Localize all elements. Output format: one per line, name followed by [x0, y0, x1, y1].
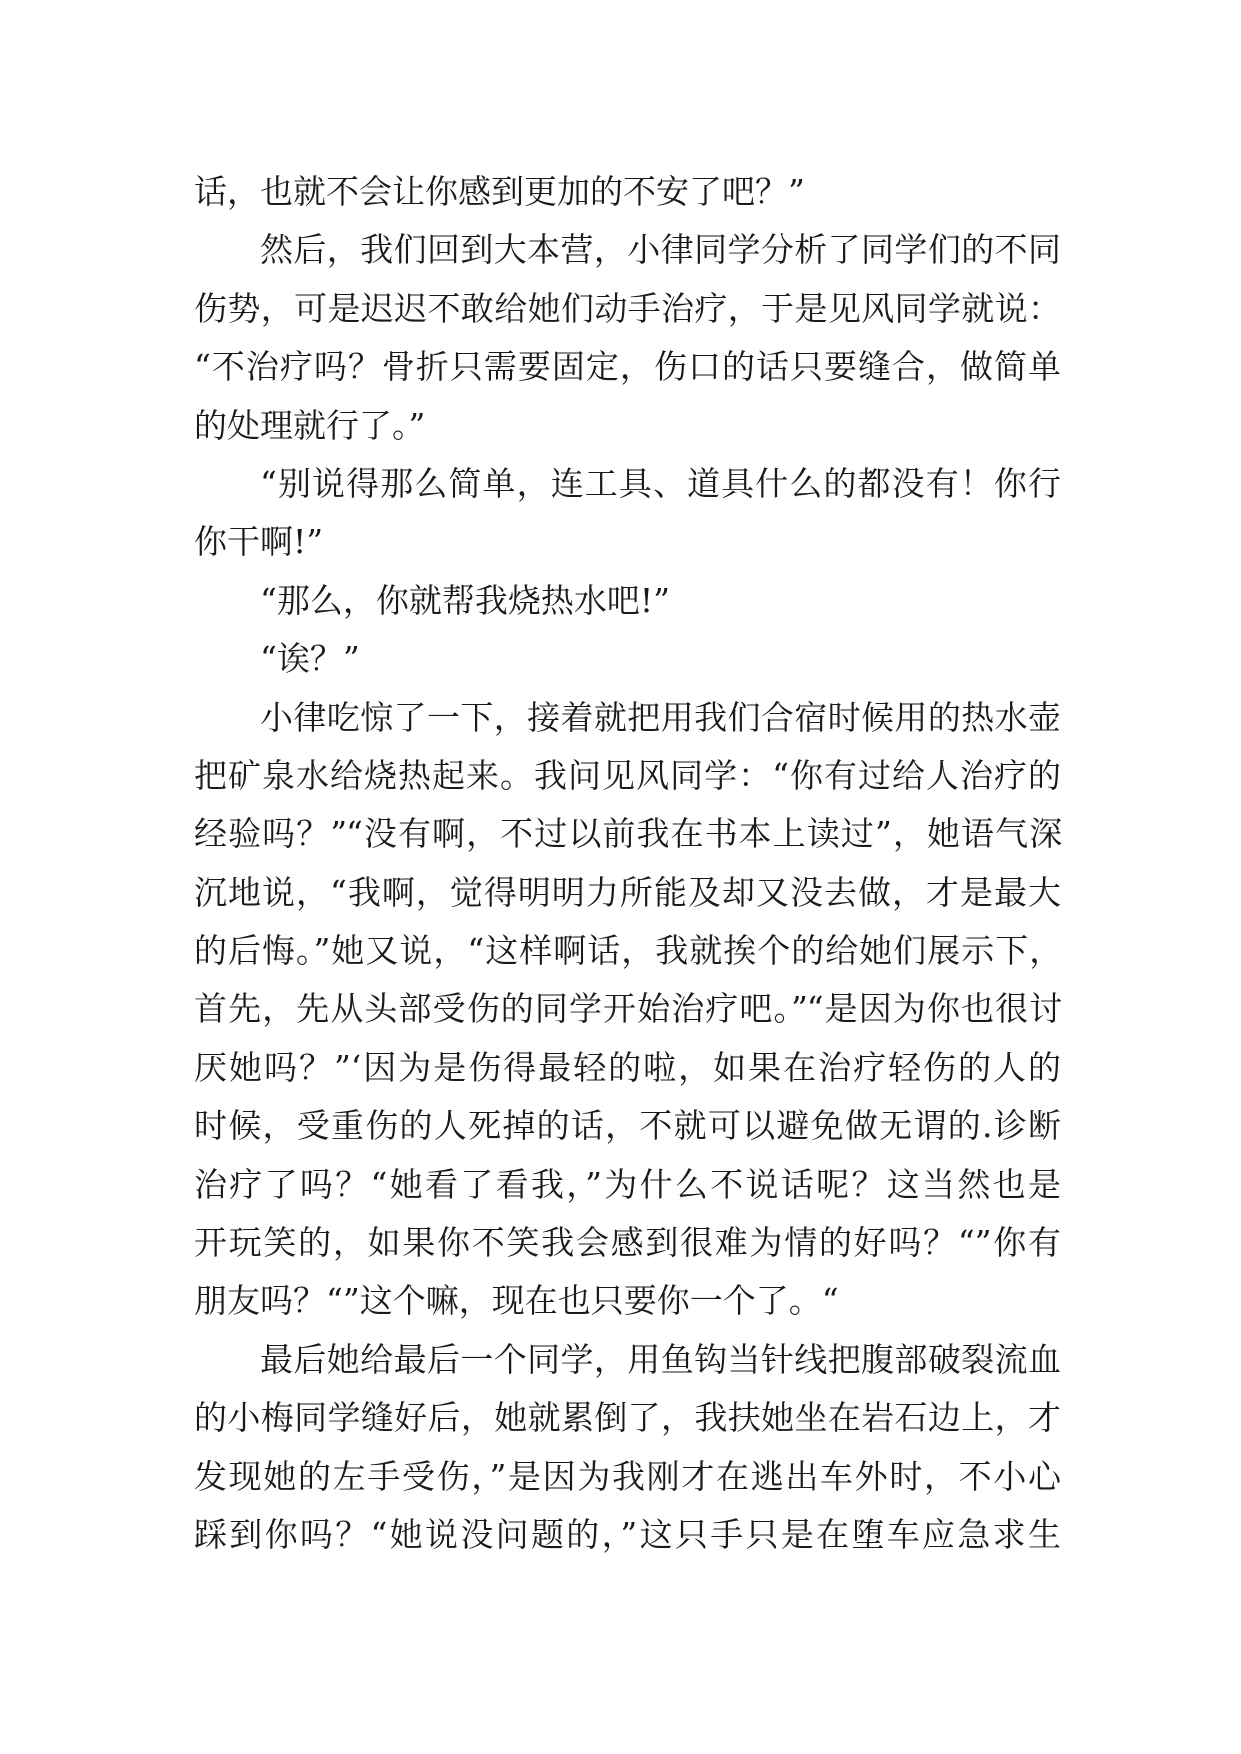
text-line: “不治疗吗？骨折只需要固定，伤口的话只要缝合，做简单 — [194, 347, 1061, 387]
paragraph — [194, 630, 1061, 688]
text-line: 的处理就行了。” — [194, 405, 426, 445]
text-line: 时候，受重伤的人死掉的话，不就可以避免做无谓的.诊断 — [194, 1106, 1061, 1146]
text-line: “那么，你就帮我烧热水吧!” — [260, 580, 671, 620]
text-line: 你干啊!” — [194, 522, 324, 562]
text-line: 把矿泉水给烧热起来。我问见风同学：“你有过给人治疗的 — [194, 755, 1061, 795]
text-line: 话，也就不会让你感到更加的不安了吧？” — [194, 172, 805, 211]
text-line: 踩到你吗？“她说没问题的，”这只手只是在堕车应急求生 — [194, 1514, 1061, 1554]
text-line: 然后，我们回到大本营，小律同学分析了同学们的不同 — [260, 230, 1061, 270]
text-line: 朋友吗？“”这个嘛，现在也只要你一个了。“ — [194, 1281, 839, 1321]
text-line: 伤势，可是迟迟不敢给她们动手治疗，于是见风同学就说： — [194, 288, 1061, 328]
text-line: “诶？” — [260, 639, 360, 679]
text-line: 发现她的左手受伤，”是因为我刚才在逃出车外时，不小心 — [194, 1456, 1061, 1496]
paragraph — [194, 689, 1061, 1331]
text-line: “别说得那么简单，连工具、道具什么的都没有！你行 — [260, 463, 1061, 503]
paragraph — [194, 572, 1061, 630]
text-line: 治疗了吗？“她看了看我，”为什么不说话呢？这当然也是 — [194, 1164, 1061, 1204]
text-line: 最后她给最后一个同学，用鱼钩当针线把腹部破裂流血 — [260, 1339, 1061, 1379]
text-line: 首先，先从头部受伤的同学开始治疗吧。”“是因为你也很讨 — [194, 989, 1061, 1029]
paragraph — [194, 1331, 1061, 1565]
text-line: 经验吗？”“没有啊，不过以前我在书本上读过”，她语气深 — [194, 814, 1061, 854]
text-line: 的小梅同学缝好后，她就累倒了，我扶她坐在岩石边上，才 — [194, 1398, 1061, 1438]
paragraph — [194, 221, 1061, 455]
text-line: 开玩笑的，如果你不笑我会感到很难为情的好吗？“”你有 — [194, 1223, 1061, 1263]
text-line: 厌她吗？”‘因为是伤得最轻的啦，如果在治疗轻伤的人的 — [194, 1047, 1061, 1087]
text-line: 沉地说，“我啊，觉得明明力所能及却又没去做，才是最大 — [194, 872, 1061, 912]
paragraph — [194, 455, 1061, 572]
text-line: 的后悔。”她又说，“这样啊话，我就挨个的给她们展示下， — [194, 931, 1061, 971]
paragraph — [194, 163, 1061, 221]
document-body — [194, 163, 1061, 1564]
text-line: 小律吃惊了一下，接着就把用我们合宿时候用的热水壶 — [260, 697, 1061, 737]
